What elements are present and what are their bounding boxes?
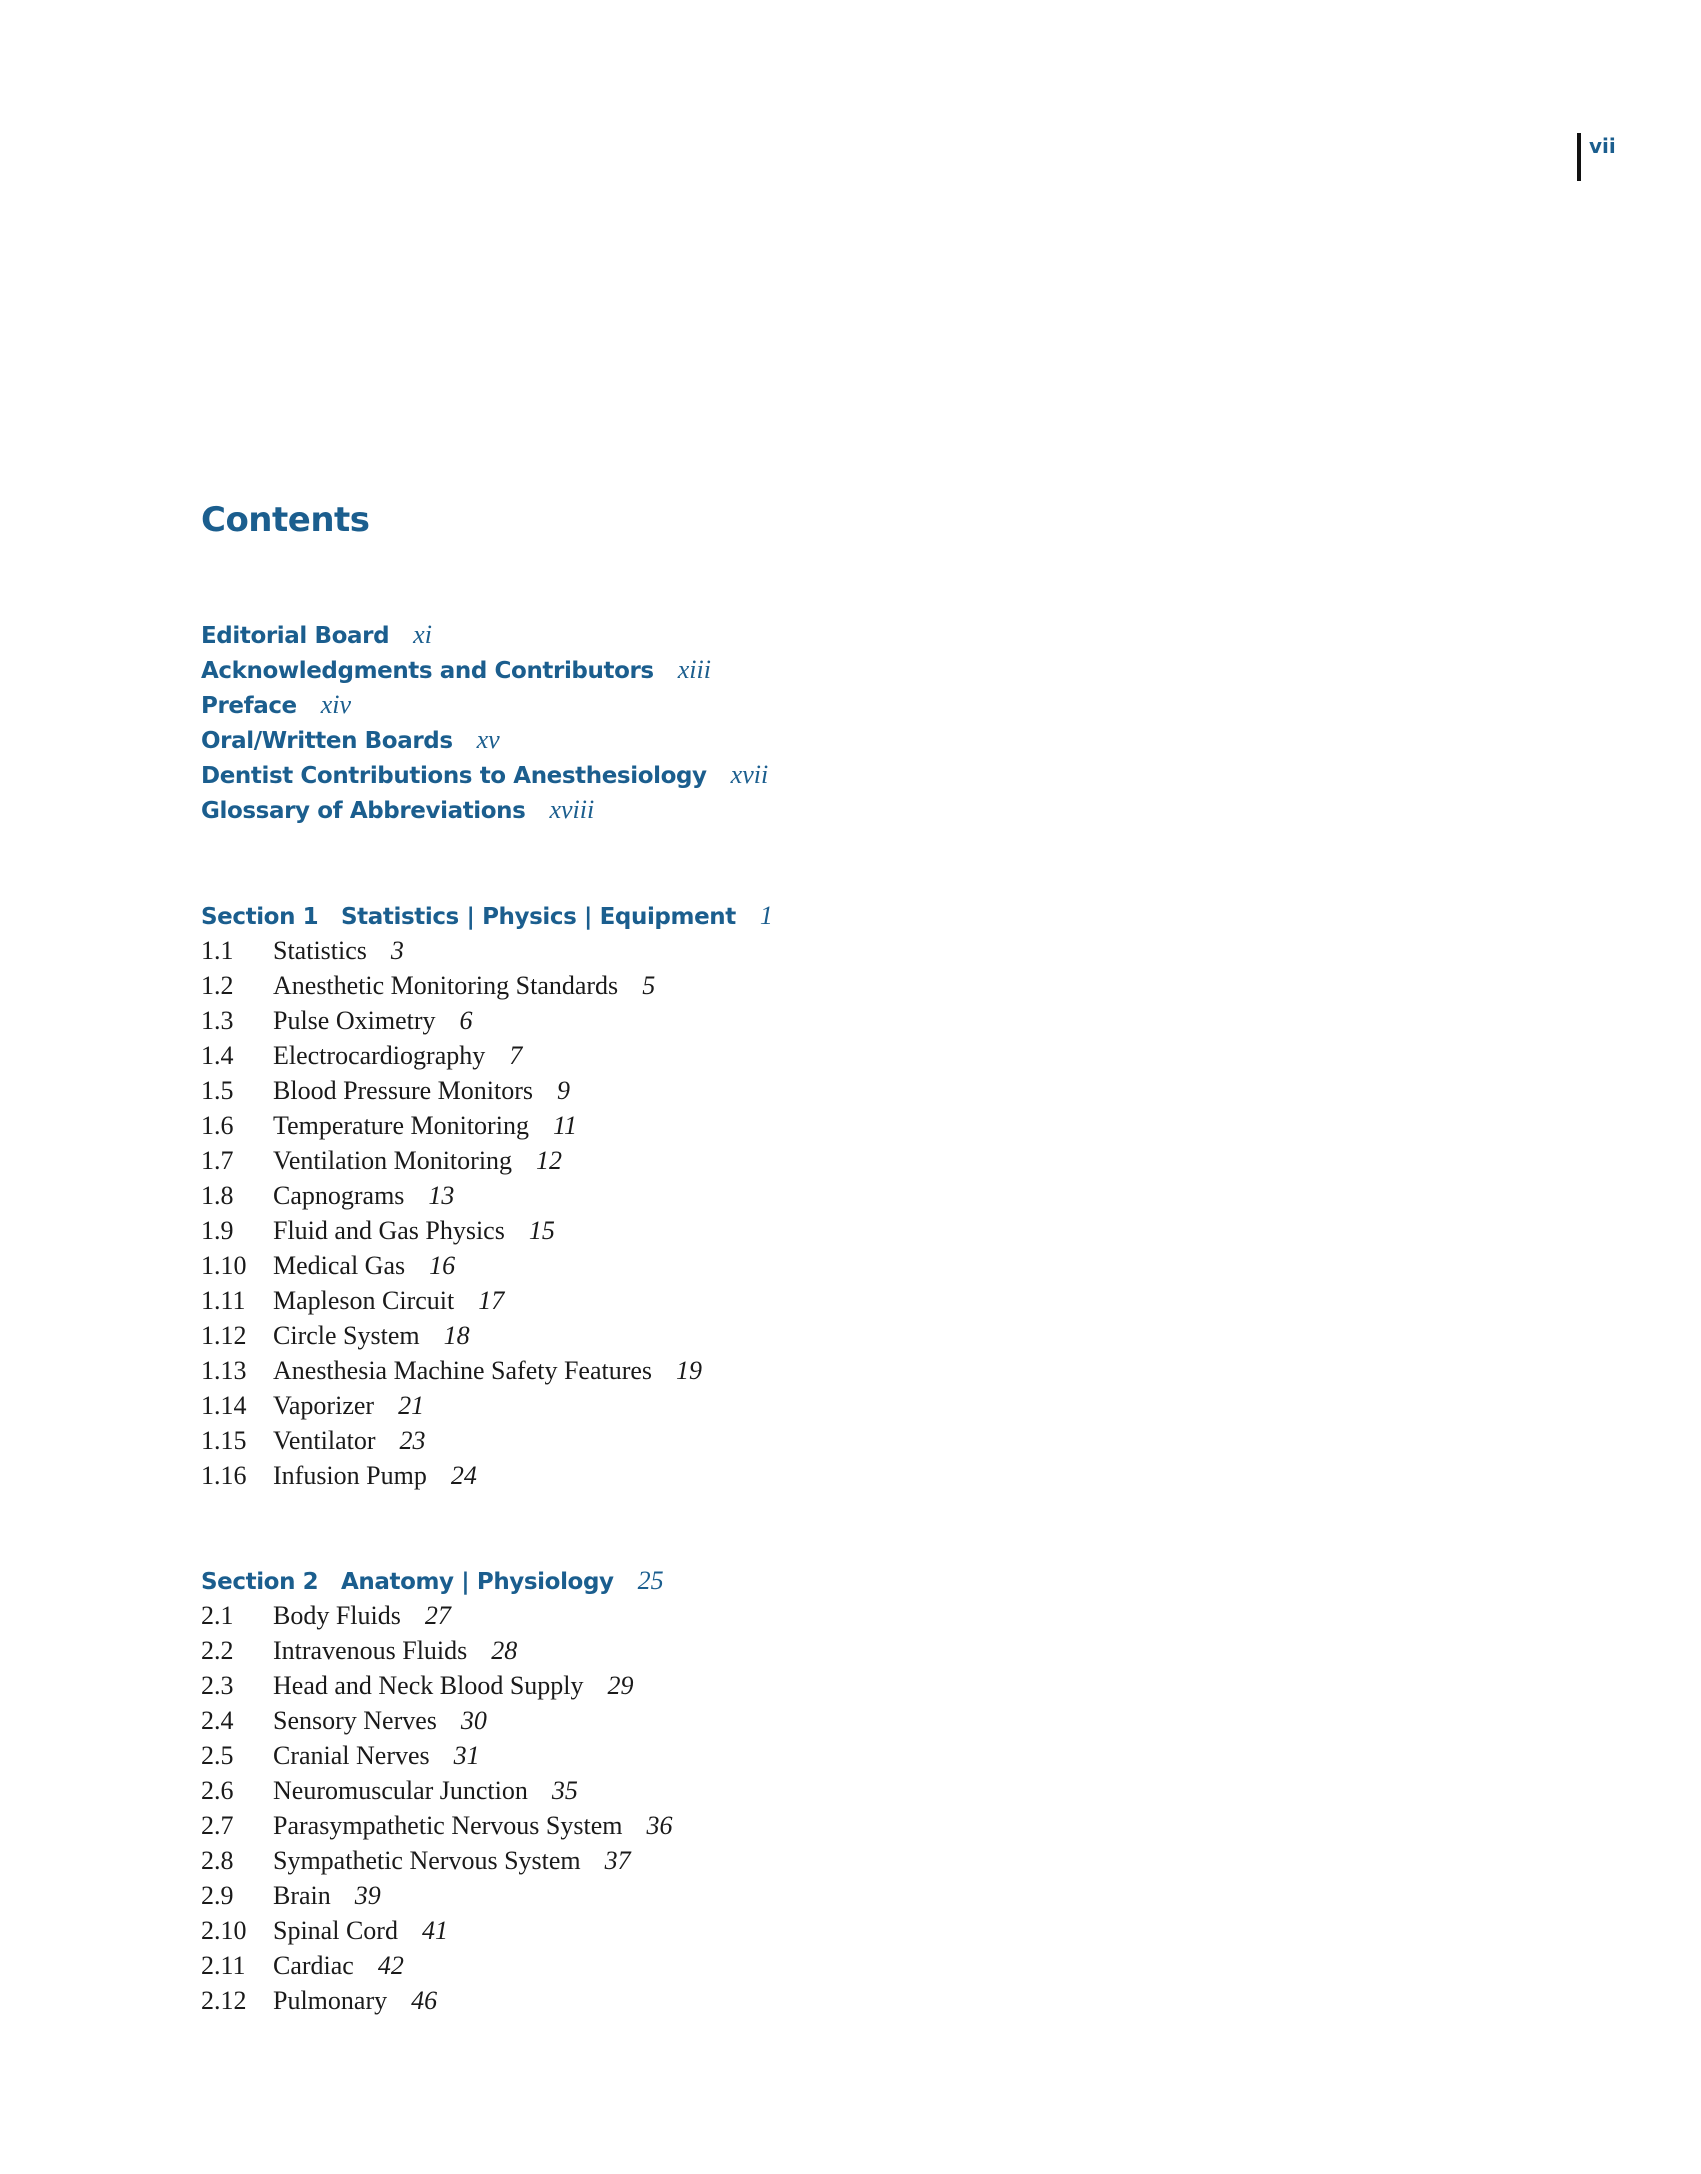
chapter-title: Infusion Pump [273, 1461, 427, 1490]
section-title: Anatomy | Physiology [341, 1569, 614, 1595]
chapter-page: 36 [646, 1811, 673, 1840]
chapter-page: 39 [354, 1881, 381, 1910]
front-matter-item[interactable] [201, 722, 768, 757]
chapter-item[interactable] [201, 1773, 673, 1808]
chapter-title: Brain [273, 1881, 331, 1910]
chapter-item[interactable] [201, 1948, 673, 1983]
chapter-title: Ventilator [273, 1426, 376, 1455]
chapter-page: 30 [460, 1706, 487, 1735]
front-matter-page: xviii [549, 795, 595, 824]
chapter-number: 2.9 [201, 1881, 234, 1910]
front-matter-item[interactable] [201, 757, 768, 792]
front-matter-item[interactable] [201, 652, 768, 687]
chapter-title: Vaporizer [273, 1391, 375, 1420]
chapter-item[interactable] [201, 1458, 773, 1493]
chapter-number: 1.12 [201, 1321, 247, 1350]
section-header[interactable] [201, 898, 773, 933]
front-matter-label: Preface [201, 693, 297, 719]
chapter-title: Pulmonary [273, 1986, 388, 2015]
page-title: Contents [201, 500, 370, 540]
chapter-number: 1.2 [201, 971, 234, 1000]
section-title: Statistics | Physics | Equipment [341, 904, 736, 930]
front-matter-label: Acknowledgments and Contributors [201, 658, 654, 684]
chapter-page: 24 [450, 1461, 477, 1490]
chapter-title: Spinal Cord [273, 1916, 398, 1945]
chapter-number: 1.8 [201, 1181, 234, 1210]
chapter-title: Fluid and Gas Physics [273, 1216, 505, 1245]
chapter-title: Sympathetic Nervous System [273, 1846, 581, 1875]
chapter-number: 2.4 [201, 1706, 234, 1735]
chapter-number: 2.8 [201, 1846, 234, 1875]
chapter-number: 2.11 [201, 1951, 246, 1980]
chapter-title: Intravenous Fluids [273, 1636, 468, 1665]
front-matter-page: xvii [730, 760, 769, 789]
chapter-item[interactable] [201, 1143, 773, 1178]
section-label: Section 2 [201, 1569, 319, 1595]
chapter-item[interactable] [201, 1598, 673, 1633]
front-matter-item[interactable] [201, 687, 768, 722]
chapter-item[interactable] [201, 1983, 673, 2018]
chapter-number: 2.5 [201, 1741, 234, 1770]
chapter-item[interactable] [201, 1423, 773, 1458]
chapter-page: 31 [453, 1741, 480, 1770]
chapter-page: 21 [398, 1391, 425, 1420]
chapter-item[interactable] [201, 1808, 673, 1843]
chapter-page: 35 [551, 1776, 578, 1805]
chapter-item[interactable] [201, 1843, 673, 1878]
chapter-item[interactable] [201, 1178, 773, 1213]
chapter-number: 2.2 [201, 1636, 234, 1665]
chapter-page: 19 [676, 1356, 703, 1385]
chapter-item[interactable] [201, 1038, 773, 1073]
chapter-list [201, 933, 773, 1493]
chapter-item[interactable] [201, 1073, 773, 1108]
chapter-number: 1.9 [201, 1216, 234, 1245]
chapter-number: 1.6 [201, 1111, 234, 1140]
front-matter-label: Dentist Contributions to Anesthesiology [201, 763, 707, 789]
chapter-item[interactable] [201, 1738, 673, 1773]
chapter-title: Parasympathetic Nervous System [273, 1811, 623, 1840]
chapter-item[interactable] [201, 1108, 773, 1143]
front-matter-page: xiv [320, 690, 352, 719]
section-label: Section 1 [201, 904, 319, 930]
chapter-title: Statistics [273, 936, 367, 965]
section-page: 25 [637, 1566, 664, 1595]
chapter-list [201, 1598, 673, 2018]
chapter-title: Temperature Monitoring [273, 1111, 529, 1140]
chapter-page: 3 [390, 936, 404, 965]
chapter-title: Medical Gas [273, 1251, 406, 1280]
chapter-page: 12 [536, 1146, 563, 1175]
chapter-title: Ventilation Monitoring [273, 1146, 513, 1175]
front-matter-item[interactable] [201, 617, 768, 652]
chapter-item[interactable] [201, 1283, 773, 1318]
chapter-title: Cardiac [273, 1951, 354, 1980]
chapter-item[interactable] [201, 1248, 773, 1283]
chapter-number: 1.4 [201, 1041, 234, 1070]
chapter-title: Circle System [273, 1321, 420, 1350]
chapter-title: Electrocardiography [273, 1041, 486, 1070]
chapter-page: 15 [528, 1216, 555, 1245]
chapter-title: Pulse Oximetry [273, 1006, 436, 1035]
chapter-item[interactable] [201, 1353, 773, 1388]
front-matter-label: Oral/Written Boards [201, 728, 453, 754]
chapter-number: 2.1 [201, 1601, 234, 1630]
chapter-page: 11 [552, 1111, 578, 1140]
chapter-number: 2.12 [201, 1986, 247, 2015]
chapter-page: 46 [411, 1986, 438, 2015]
chapter-item[interactable] [201, 1003, 773, 1038]
chapter-number: 1.3 [201, 1006, 234, 1035]
chapter-page: 18 [443, 1321, 470, 1350]
chapter-title: Capnograms [273, 1181, 405, 1210]
chapter-number: 1.10 [201, 1251, 247, 1280]
chapter-title: Cranial Nerves [273, 1741, 430, 1770]
chapter-item[interactable] [201, 1633, 673, 1668]
chapter-item[interactable] [201, 1668, 673, 1703]
chapter-item[interactable] [201, 1318, 773, 1353]
chapter-number: 2.6 [201, 1776, 234, 1805]
chapter-number: 1.1 [201, 936, 234, 965]
chapter-page: 28 [491, 1636, 518, 1665]
chapter-page: 9 [557, 1076, 570, 1105]
chapter-number: 1.15 [201, 1426, 247, 1455]
front-matter-page: xiii [677, 655, 711, 684]
chapter-page: 23 [399, 1426, 426, 1455]
chapter-item[interactable] [201, 933, 773, 968]
chapter-item[interactable] [201, 1878, 673, 1913]
chapter-page: 29 [607, 1671, 634, 1700]
chapter-title: Mapleson Circuit [273, 1286, 455, 1315]
chapter-number: 2.10 [201, 1916, 247, 1945]
chapter-item[interactable] [201, 968, 773, 1003]
front-matter-list [201, 617, 768, 827]
chapter-item[interactable] [201, 1213, 773, 1248]
chapter-number: 1.11 [201, 1286, 246, 1315]
chapter-number: 2.7 [201, 1811, 234, 1840]
chapter-item[interactable] [201, 1703, 673, 1738]
chapter-page: 42 [377, 1951, 404, 1980]
front-matter-label: Editorial Board [201, 623, 390, 649]
chapter-title: Blood Pressure Monitors [273, 1076, 533, 1105]
chapter-page: 16 [429, 1251, 456, 1280]
chapter-number: 2.3 [201, 1671, 234, 1700]
chapter-title: Sensory Nerves [273, 1706, 437, 1735]
section-header[interactable] [201, 1563, 673, 1598]
front-matter-item[interactable] [201, 792, 768, 827]
chapter-number: 1.16 [201, 1461, 247, 1490]
chapter-number: 1.13 [201, 1356, 247, 1385]
chapter-page: 5 [642, 971, 656, 1000]
chapter-page: 13 [428, 1181, 455, 1210]
page-number: vii [1589, 134, 1616, 158]
chapter-page: 27 [424, 1601, 451, 1630]
chapter-title: Anesthetic Monitoring Standards [273, 971, 619, 1000]
front-matter-page: xv [476, 725, 500, 754]
page-number-rule [1577, 133, 1581, 181]
chapter-page: 6 [459, 1006, 473, 1035]
chapter-page: 17 [478, 1286, 505, 1315]
chapter-title: Neuromuscular Junction [273, 1776, 528, 1805]
chapter-item[interactable] [201, 1388, 773, 1423]
front-matter-page: xi [413, 620, 432, 649]
chapter-number: 1.7 [201, 1146, 234, 1175]
chapter-number: 1.14 [201, 1391, 247, 1420]
chapter-item[interactable] [201, 1913, 673, 1948]
chapter-page: 41 [421, 1916, 448, 1945]
section-1 [201, 898, 773, 1493]
chapter-page: 7 [509, 1041, 523, 1070]
chapter-page: 37 [604, 1846, 631, 1875]
chapter-title: Anesthesia Machine Safety Features [273, 1356, 653, 1385]
chapter-title: Body Fluids [273, 1601, 401, 1630]
chapter-number: 1.5 [201, 1076, 234, 1105]
section-page: 1 [759, 901, 773, 930]
section-2 [201, 1563, 673, 2018]
front-matter-label: Glossary of Abbreviations [201, 798, 526, 824]
chapter-title: Head and Neck Blood Supply [273, 1671, 584, 1700]
